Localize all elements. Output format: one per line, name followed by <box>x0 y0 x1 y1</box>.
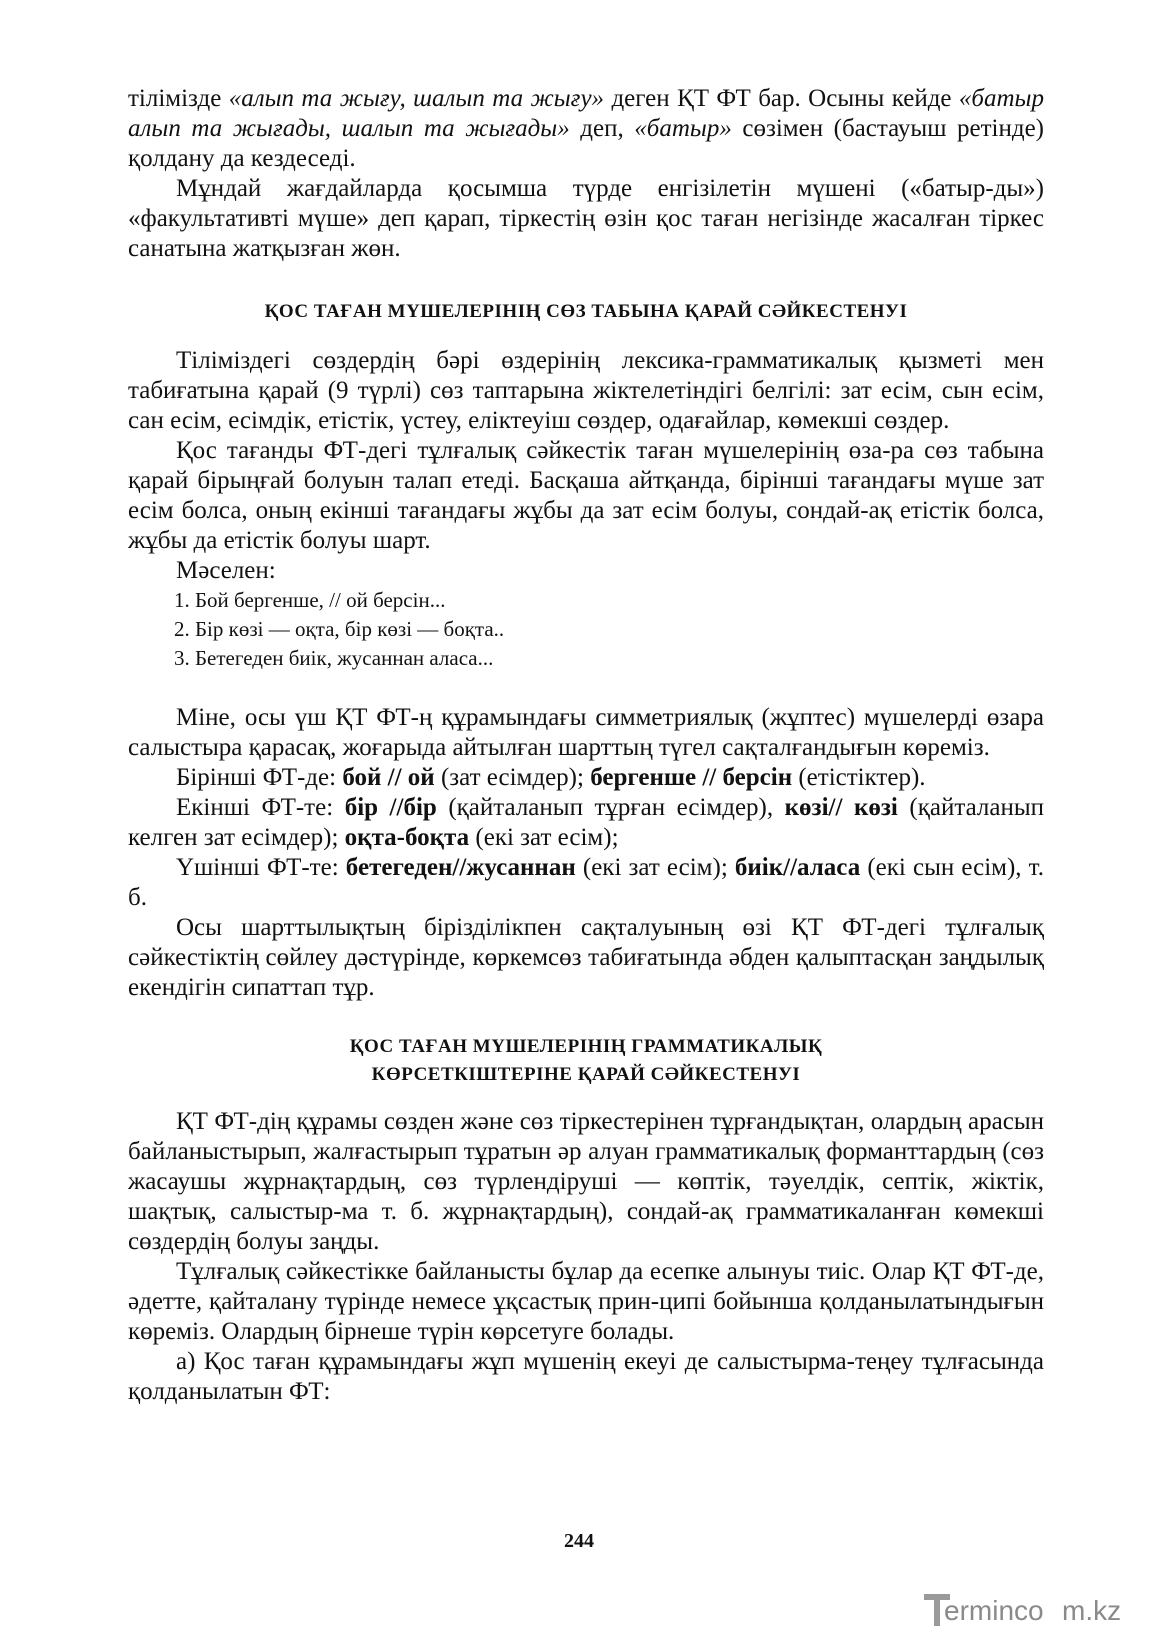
section-heading-2-line-2: КӨРСЕТКІШТЕРІНЕ ҚАРАЙ СӘЙКЕСТЕНУІ <box>371 1064 801 1085</box>
paragraph-13: а) Қос таған құрамындағы жұп мүшенің екеуі де салыстырма-теңеу тұлғасында қолданылатын ФТ: <box>128 1348 1044 1405</box>
paragraph-10: Осы шарттылықтың бірізділікпен сақталуының өзі ҚТ ФТ-дегі тұлғалық сәйкестіктің сөйлеу дәстүрінде, көркемсөз табиғатында әбден қалыптасқан заңдылық екендігін сипаттап тұр. <box>128 914 1044 1001</box>
paragraph-12: Тұлғалық сәйкестікке байланысты бұлар да есепке алынуы тиіс. Олар ҚТ ФТ-де, әдетте, қайталану түрінде немесе ұқсастық прин-ципі бойынша қолданылатындығын көреміз. Олардың бірнеше түрін көрсетуге болады. <box>128 1258 1044 1345</box>
example-item: 1. Бой бергенше, // ой берсін... <box>174 588 446 612</box>
page-body <box>128 84 1044 1407</box>
page-number: 244 <box>564 1530 594 1552</box>
paragraph-6: Міне, осы үш ҚТ ФТ-ң құрамындағы симметриялық (жұптес) мүшелерді өзара салыстыра қарасақ, жоғарыда айтылған шарттың түгел сақталғандығын көреміз. <box>128 704 1044 761</box>
section-heading-2 <box>128 1033 1044 1089</box>
watermark-text-part1: ermincо <box>944 1595 1044 1626</box>
paragraph-9: Үшінші ФТ-те: бетегеден//жусаннан (екі зат есім); биік//аласа (екі сын есім), т. б. <box>128 854 1044 911</box>
paragraph-1: тілімізде «алып та жығу, шалып та жығу» деген ҚТ ФТ бар. Осыны кейде «батыр алып та жығады, шалып та жығады» деп, «батыр» сөзімен (бастауыш ретінде) қолдану да кездеседі. <box>128 85 1044 172</box>
examples-list <box>174 586 1044 673</box>
paragraph-examples-intro: Мәселен: <box>176 557 276 584</box>
paragraph-7: Бірінші ФТ-де: бой // ой (зат есімдер); бергенше // берсін (етістіктер). <box>176 764 926 791</box>
paragraph-8: Екінші ФТ-те: бір //бір (қайталанып тұрған есімдер), көзі// көзі (қайталанып келген зат есімдер); оқта-боқта (екі зат есім); <box>128 794 1045 851</box>
example-item: 2. Бір көзі — оқта, бір көзі — боқта.. <box>174 617 505 641</box>
paragraph-2: Мұндай жағдайларда қосымша түрде енгізілетін мүшені («батыр-ды») «факультативті мүше» деп қарап, тіркестің өзін қос таған негізінде жасалған тіркес санатына жатқызған жөн. <box>128 175 1044 262</box>
termincom-watermark-logo <box>922 1590 1142 1630</box>
watermark-text-part2: m.kz <box>1062 1595 1122 1626</box>
paragraph-11: ҚТ ФТ-дің құрамы сөзден және сөз тіркестерінен тұрғандықтан, олардың арасын байланыстырып, жалғастырып тұратын әр алуан грамматикалық форманттардың (сөз жасаушы жұрнақтардың, сөз түрлендіруші — көптік, тәуелдік, септік, жіктік, шақтық, салыстыр-ма т. б. жұрнақтардың), сондай-ақ грамматикаланған көмекші сөздердің болуы заңды. <box>128 1108 1044 1255</box>
example-item: 3. Бетегеден биік, жусаннан аласа... <box>174 646 494 670</box>
section-heading-1: ҚОС ТАҒАН МҮШЕЛЕРІНІҢ СӨЗ ТАБЫНА ҚАРАЙ СӘЙКЕСТЕНУІ <box>264 301 908 322</box>
section-heading-2-line-1: ҚОС ТАҒАН МҮШЕЛЕРІНІҢ ГРАММАТИКАЛЫҚ <box>349 1036 823 1057</box>
watermark-graphic <box>922 1590 1142 1630</box>
paragraph-3: Тіліміздегі сөздердің бәрі өздерінің лексика-грамматикалық қызметі мен табиғатына қарай (9 түрлі) сөз таптарына жіктелетіндігі белгілі: зат есім, сын есім, сан есім, есімдік, етістік, үстеу, еліктеуіш сөздер, одағайлар, көмекші сөздер. <box>128 347 1044 434</box>
paragraph-4: Қос тағанды ФТ-дегі тұлғалық сәйкестік таған мүшелерінің өза-ра сөз табына қарай бірыңғай болуын талап етеді. Басқаша айтқанда, бірінші тағандағы мүше зат есім болса, оның екінші тағандағы жұбы да зат есім болуы, сондай-ақ етістік болса, жұбы да етістік болуы шарт. <box>128 437 1044 554</box>
